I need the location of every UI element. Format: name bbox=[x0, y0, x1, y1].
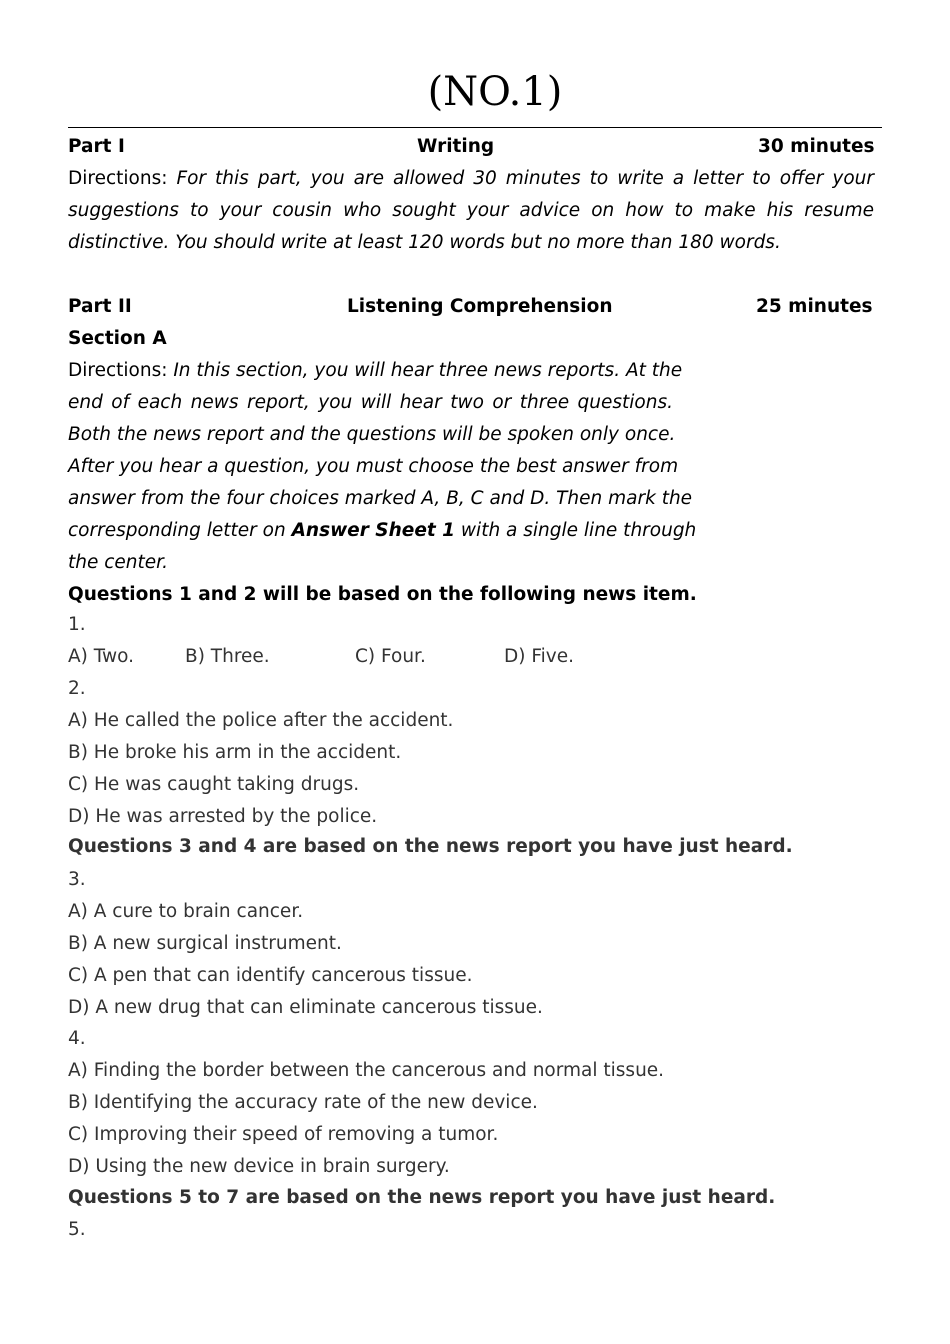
answer-sheet-ref: Answer Sheet 1 bbox=[291, 520, 456, 541]
part1-directions-line: suggestions to your cousin who sought your advice on how to make his resume bbox=[68, 200, 874, 221]
choice-b[interactable]: B) A new surgical instrument. bbox=[68, 933, 342, 954]
choice-d[interactable]: D) He was arrested by the police. bbox=[68, 806, 378, 827]
directions-label: Directions: bbox=[68, 360, 168, 381]
directions-label: Directions: bbox=[68, 168, 168, 189]
choice-b[interactable]: B) He broke his arm in the accident. bbox=[68, 742, 402, 763]
choice-a[interactable]: A) He called the police after the accident. bbox=[68, 710, 454, 731]
part2-directions-line: the center. bbox=[68, 552, 168, 573]
choice-b[interactable]: B) Identifying the accuracy rate of the new device. bbox=[68, 1092, 538, 1113]
part1-label: Part I bbox=[68, 136, 125, 157]
directions-text: corresponding letter on bbox=[68, 520, 286, 541]
directions-text: with a single line through bbox=[460, 520, 697, 541]
question-number: 5. bbox=[68, 1219, 86, 1240]
part1-time: 30 minutes bbox=[758, 136, 875, 157]
choice-c[interactable]: C) Four. bbox=[355, 646, 426, 667]
part2-label: Part II bbox=[68, 296, 132, 317]
choice-d[interactable]: D) A new drug that can eliminate cancerous tissue. bbox=[68, 997, 543, 1018]
question-number: 2. bbox=[68, 678, 86, 699]
section-heading: Section A bbox=[68, 328, 167, 349]
page-title: (NO.1) bbox=[427, 69, 563, 115]
choice-c[interactable]: C) Improving their speed of removing a tumor. bbox=[68, 1124, 499, 1145]
choice-b[interactable]: B) Three. bbox=[185, 646, 270, 667]
directions-text: For this part, you are allowed 30 minutes to write a letter to offer your bbox=[176, 168, 874, 189]
question-group-heading: Questions 1 and 2 will be based on the following news item. bbox=[68, 584, 697, 605]
part1-name: Writing bbox=[417, 136, 495, 157]
choice-c[interactable]: C) A pen that can identify cancerous tissue. bbox=[68, 965, 473, 986]
question-number: 4. bbox=[68, 1028, 86, 1049]
part2-time: 25 minutes bbox=[756, 296, 873, 317]
part2-directions-line bbox=[68, 355, 683, 387]
part2-directions-line: end of each news report, you will hear two or three questions. bbox=[68, 392, 673, 413]
part2-directions-line: answer from the four choices marked A, B, C and D. Then mark the bbox=[68, 488, 693, 509]
question-number: 3. bbox=[68, 869, 86, 890]
part1-directions-line: distinctive. You should write at least 120 words but no more than 180 words. bbox=[68, 232, 781, 253]
title-divider bbox=[68, 127, 882, 128]
choice-a[interactable]: A) Two. bbox=[68, 646, 134, 667]
part2-directions-line bbox=[68, 515, 697, 547]
question-group-heading: Questions 5 to 7 are based on the news report you have just heard. bbox=[68, 1187, 776, 1208]
part1-directions-line bbox=[68, 163, 874, 195]
part2-name: Listening Comprehension bbox=[347, 296, 613, 317]
choice-c[interactable]: C) He was caught taking drugs. bbox=[68, 774, 360, 795]
choice-d[interactable]: D) Using the new device in brain surgery. bbox=[68, 1156, 450, 1177]
choice-a[interactable]: A) A cure to brain cancer. bbox=[68, 901, 304, 922]
part2-directions-line: Both the news report and the questions will be spoken only once. bbox=[68, 424, 676, 445]
directions-text: In this section, you will hear three news reports. At the bbox=[173, 360, 683, 381]
choice-d[interactable]: D) Five. bbox=[504, 646, 574, 667]
choice-a[interactable]: A) Finding the border between the cancerous and normal tissue. bbox=[68, 1060, 665, 1081]
question-group-heading: Questions 3 and 4 are based on the news report you have just heard. bbox=[68, 836, 793, 857]
part2-directions-line: After you hear a question, you must choose the best answer from bbox=[68, 456, 679, 477]
question-number: 1. bbox=[68, 614, 86, 635]
